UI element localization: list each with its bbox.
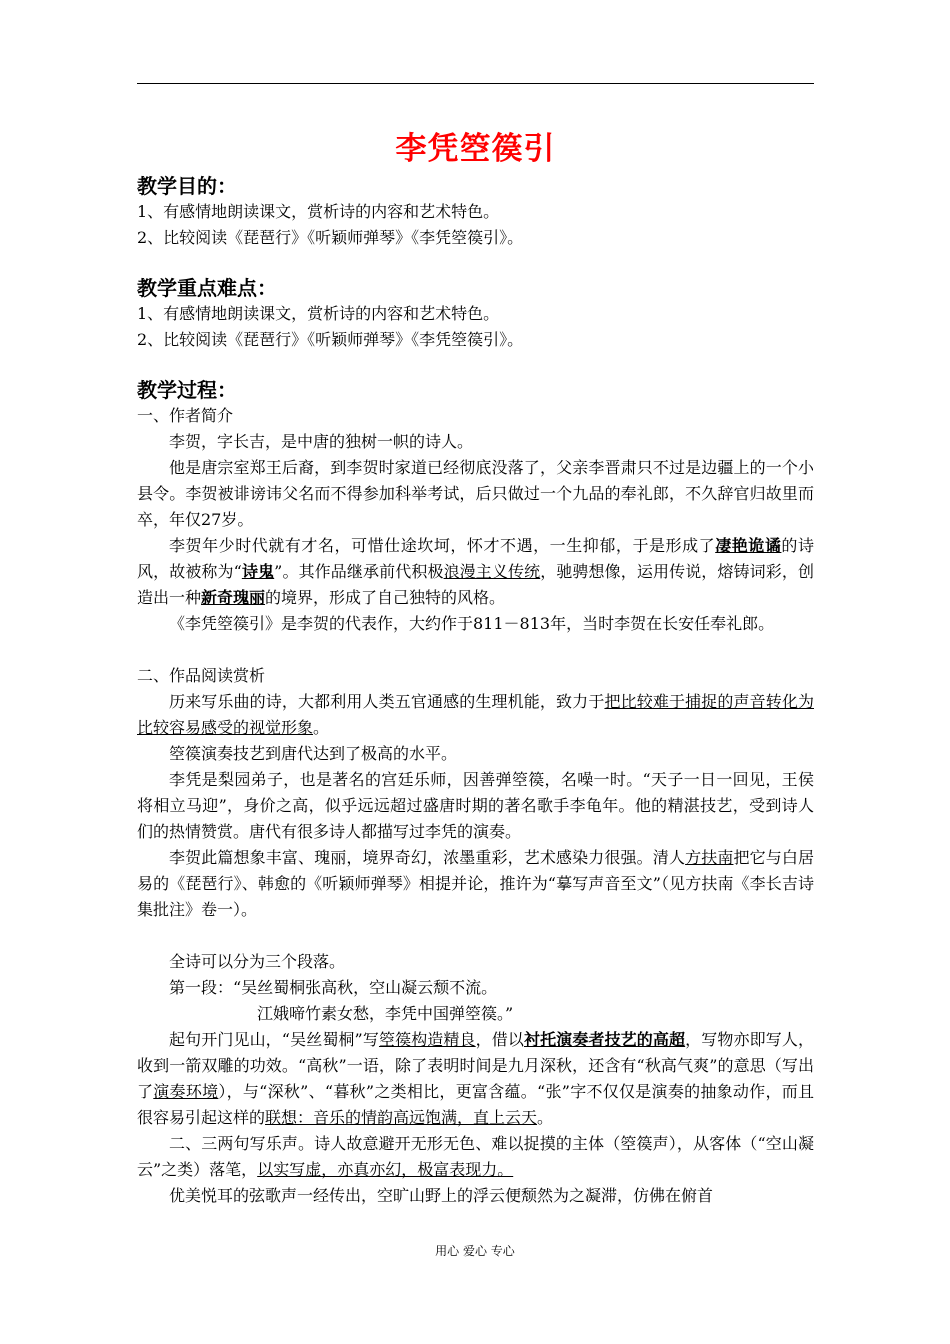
author-paragraph-2: 他是唐宗室郑王后裔，到李贺时家道已经彻底没落了，父亲李晋肃只不过是边疆上的一个小县令。李贺被诽谤讳父名而不得参加科举考试，后只做过一个九品的奉礼郎，不久辞官归故里而卒，年仅27岁。 (137, 458, 814, 529)
header-rule (137, 83, 814, 84)
poem-line-2: 江娥啼竹素女愁，李凭中国弹箜篌。” (257, 1004, 514, 1023)
analysis-paragraph-3: 李凭是梨园弟子，也是著名的宫廷乐师，因善弹箜篌，名噪一时。“天子一日一回见，王侯将相立马迎”，身价之高，似乎远远超过盛唐时期的著名歌手李龟年。他的精湛技艺，受到诗人们的热情赞赏。唐代有很多诗人都描写过李凭的演奏。 (137, 770, 814, 841)
keyword-qiyan-guijue: 凄艳诡谲 (715, 536, 782, 555)
keyword-visual-image: 把比较难于捕捉的声音转化为比较容易感受的视觉形象 (137, 692, 814, 737)
keyword-fang-funan: 方扶南 (685, 848, 734, 867)
process-heading: 教学过程： (137, 378, 237, 402)
analysis-paragraph-4: 李贺此篇想象丰富、瑰丽，境界奇幻，浓墨重彩，艺术感染力很强。清人方扶南把它与白居易的《琵琶行》、韩愈的《听颖师弹琴》相提并论，推许为“摹写声音至文”（见方扶南《李长吉诗集批注》卷一）。 (137, 848, 814, 919)
keyword-shigui: 诗鬼 (241, 562, 275, 581)
key-item-2: 2、比较阅读《琵琶行》《听颖师弹琴》《李凭箜篌引》。 (137, 330, 524, 349)
keyword-construction: 箜篌构造精良 (378, 1030, 476, 1049)
analysis-paragraph-2: 箜篌演奏技艺到唐代达到了极高的水平。 (169, 744, 458, 763)
keyword-expressive: 以实写虚，亦真亦幻，极富表现力。 (257, 1160, 514, 1179)
author-paragraph-1: 李贺，字长吉，是中唐的独树一帜的诗人。 (169, 432, 474, 451)
goal-item-2: 2、比较阅读《琵琶行》《听颖师弹琴》《李凭箜篌引》。 (137, 228, 524, 247)
author-intro-heading: 一、作者简介 (137, 406, 234, 425)
analysis-paragraph-1: 历来写乐曲的诗，大都利用人类五官通感的生理机能，致力于把比较难于捕捉的声音转化为比较容易感受的视觉形象。 (137, 692, 814, 737)
keyword-xinqi-guili: 新奇瑰丽 (201, 588, 266, 607)
analysis-paragraph-10: 优美悦耳的弦歌声一经传出，空旷山野上的浮云便颓然为之凝滞，仿佛在俯首 (169, 1186, 714, 1205)
key-heading: 教学重点难点： (137, 276, 277, 300)
goal-heading: 教学目的： (137, 174, 237, 198)
key-item-1: 1、有感情地朗读课文，赏析诗的内容和艺术特色。 (137, 304, 500, 323)
analysis-heading: 二、作品阅读赏析 (137, 666, 266, 685)
keyword-environment: 演奏环境 (153, 1082, 219, 1101)
analysis-paragraph-9: 二、三两句写乐声。诗人故意避开无形无色、难以捉摸的主体（箜篌声），从客体（“空山凝云”之类）落笔，以实写虚，亦真亦幻，极富表现力。 (137, 1134, 814, 1179)
analysis-paragraph-8: 起句开门见山，“吴丝蜀桐”写箜篌构造精良，借以衬托演奏者技艺的高超，写物亦即写人，收到一箭双雕的功效。“高秋”一语，除了表明时间是九月深秋，还含有“秋高气爽”的意思（写出了演奏环境），与“深秋”、“暮秋”之类相比，更富含蕴。“张”字不仅仅是演奏的抽象动作，而且很容易引起这样的联想：音乐的情韵高远饱满，直上云天。 (137, 1030, 814, 1127)
page-title: 李凭箜篌引 (395, 131, 556, 167)
poem-line-1: 第一段：“吴丝蜀桐张高秋，空山凝云颓不流。 (169, 978, 498, 997)
analysis-paragraph-5: 全诗可以分为三个段落。 (169, 952, 346, 971)
keyword-skill: 衬托演奏者技艺的高超 (524, 1030, 686, 1049)
goal-item-1: 1、有感情地朗读课文，赏析诗的内容和艺术特色。 (137, 202, 500, 221)
keyword-romanticism: 浪漫主义传统 (443, 562, 541, 581)
page-footer: 用心 爱心 专心 (435, 1244, 515, 1258)
author-paragraph-3: 李贺年少时代就有才名，可惜仕途坎坷，怀才不遇，一生抑郁，于是形成了凄艳诡谲的诗风，故被称为“诗鬼”。其作品继承前代积极浪漫主义传统，驰骋想像，运用传说，熔铸词彩，创造出一种新奇瑰丽的境界，形成了自己独特的风格。 (137, 536, 814, 607)
document-page (137, 125, 814, 1209)
keyword-association: 联想：音乐的情韵高远饱满，直上云天 (265, 1108, 538, 1127)
author-paragraph-4: 《李凭箜篌引》是李贺的代表作，大约作于811－813年，当时李贺在长安任奉礼郎。 (169, 614, 775, 633)
